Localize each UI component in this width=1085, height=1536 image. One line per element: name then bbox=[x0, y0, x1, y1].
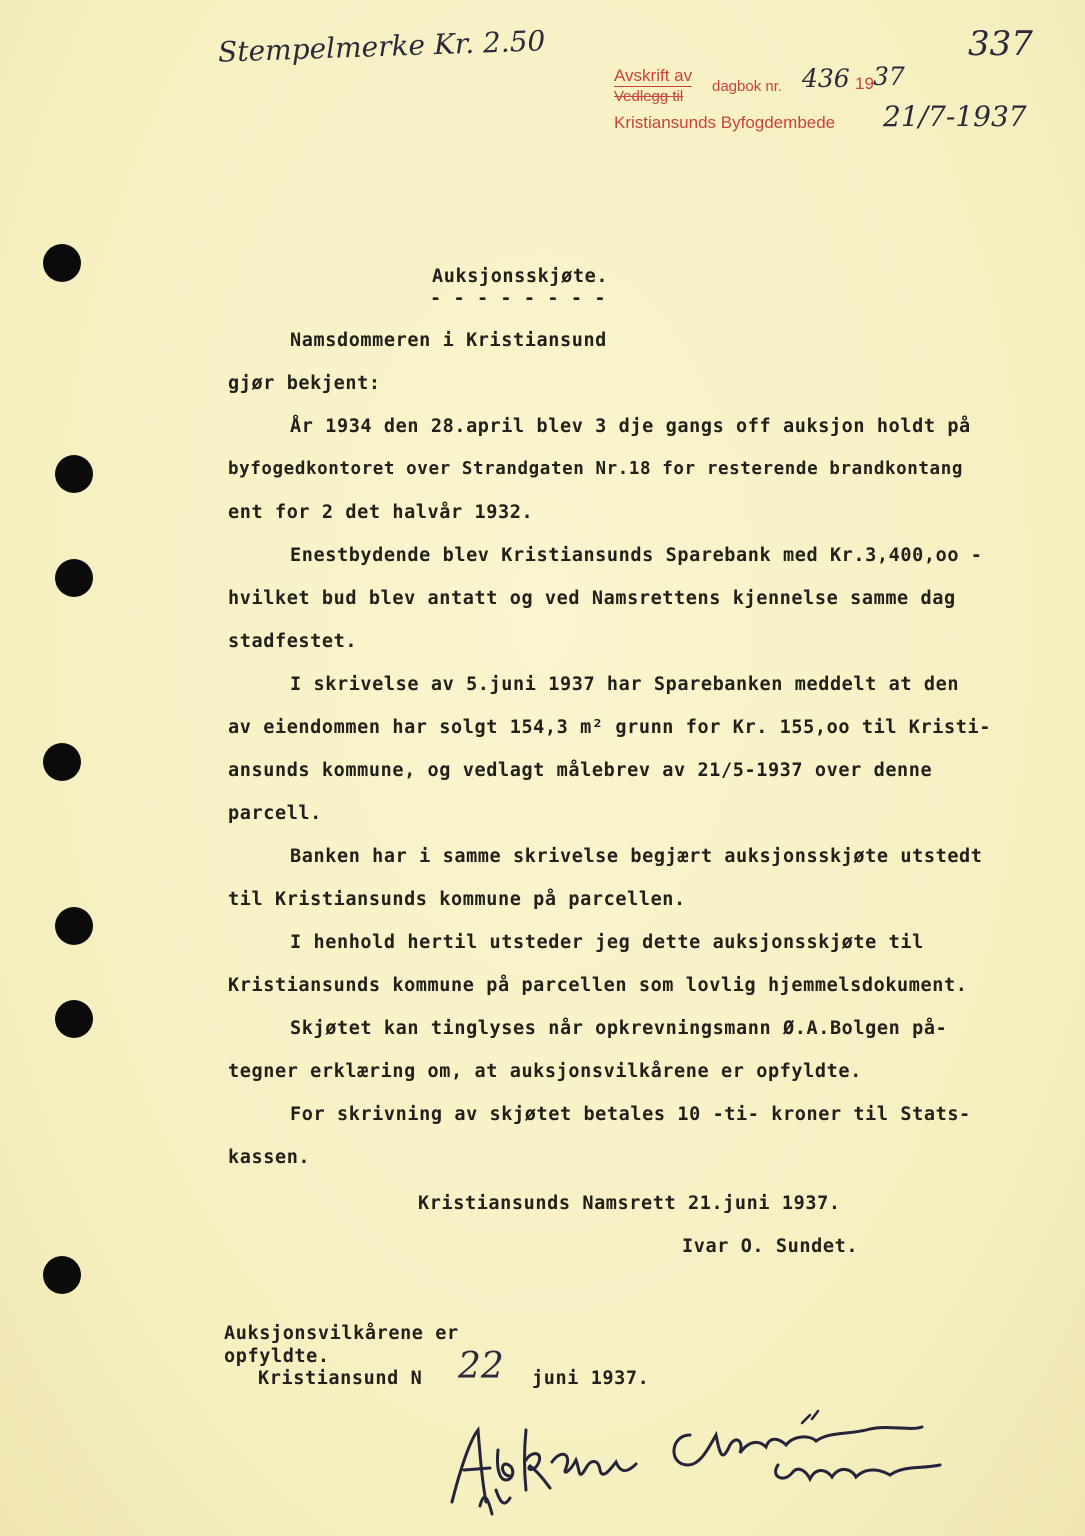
punch-hole-1 bbox=[43, 244, 81, 282]
body-line: ent for 2 det halvår 1932. bbox=[228, 502, 534, 523]
punch-hole-5 bbox=[55, 907, 93, 945]
endorsement-line: opfyldte. bbox=[224, 1346, 330, 1367]
endorsement-day-hand: 22 bbox=[458, 1346, 504, 1387]
body-line: Namsdommeren i Kristiansund bbox=[290, 330, 607, 351]
body-line: Skjøtet kan tinglyses når opkrevningsmann Ø.A.Bolgen på- bbox=[290, 1018, 948, 1039]
endorsement-place: Kristiansund N bbox=[258, 1368, 423, 1389]
signature-second bbox=[660, 1405, 960, 1495]
body-line: I skrivelse av 5.juni 1937 har Sparebanken meddelt at den bbox=[290, 674, 960, 695]
body-line: av eiendommen har solgt 154,3 m² grunn for Kr. 155,oo til Kristi- bbox=[228, 717, 991, 738]
body-line: byfogedkontoret over Strandgaten Nr.18 for resterende brandkontang bbox=[228, 459, 963, 479]
stamp-vedlegg-struck: Vedlegg til bbox=[614, 88, 684, 105]
body-line: For skrivning av skjøtet betales 10 -ti- kroner til Stats- bbox=[290, 1104, 971, 1125]
body-line: ansunds kommune, og vedlagt målebrev av 21/5-1937 over denne bbox=[228, 760, 933, 781]
handwritten-stamp-note: Stempelmerke Kr. 2.50 bbox=[217, 24, 546, 69]
stamp-date-hand: 21/7-1937 bbox=[883, 100, 1027, 133]
stamp-year-hand: 37 bbox=[873, 62, 905, 91]
body-line: tegner erklæring om, at auksjonsvilkårene er opfyldte. bbox=[228, 1061, 862, 1082]
punch-hole-7 bbox=[43, 1256, 81, 1294]
body-line: Kristiansunds kommune på parcellen som lovlig hjemmelsdokument. bbox=[228, 975, 968, 996]
stamp-year-printed: 19 bbox=[855, 74, 874, 93]
body-line: parcell. bbox=[228, 803, 322, 824]
body-line: Banken har i samme skrivelse begjært auksjonsskjøte utstedt bbox=[290, 846, 983, 867]
page-number: 337 bbox=[968, 24, 1033, 64]
punch-hole-6 bbox=[55, 1000, 93, 1038]
punch-hole-2 bbox=[55, 455, 93, 493]
document-title: Auksjonsskjøte. bbox=[432, 266, 609, 287]
signature-bolgen bbox=[440, 1410, 660, 1520]
body-line: hvilket bud blev antatt og ved Namsrettens kjennelse samme dag bbox=[228, 588, 956, 609]
body-line: I henhold hertil utsteder jeg dette auksjonsskjøte til bbox=[290, 932, 924, 953]
punch-hole-4 bbox=[43, 743, 81, 781]
body-line: kassen. bbox=[228, 1147, 311, 1168]
body-line: stadfestet. bbox=[228, 631, 358, 652]
body-line: År 1934 den 28.april blev 3 dje gangs off auksjon holdt på bbox=[290, 416, 971, 437]
body-line: gjør bekjent: bbox=[228, 373, 381, 394]
stamp-dagbok-label: dagbok nr. bbox=[712, 78, 783, 95]
body-line: Enestbydende blev Kristiansunds Sparebank med Kr.3,400,oo - bbox=[290, 545, 983, 566]
stamp-office-name: Kristiansunds Byfogdembede bbox=[614, 113, 836, 132]
endorsement-line: Auksjonsvilkårene er bbox=[224, 1323, 459, 1344]
stamp-dagbok-number: 436 bbox=[802, 64, 850, 93]
endorsement-date: juni 1937. bbox=[532, 1368, 650, 1389]
body-line: til Kristiansunds kommune på parcellen. bbox=[228, 889, 686, 910]
stamp-avskrift-label: Avskrift av bbox=[614, 66, 693, 85]
punch-hole-3 bbox=[55, 559, 93, 597]
place-date: Kristiansunds Namsrett 21.juni 1937. bbox=[418, 1193, 841, 1214]
title-underline: - - - - - - - - bbox=[430, 288, 607, 309]
signer-name: Ivar O. Sundet. bbox=[682, 1236, 859, 1257]
